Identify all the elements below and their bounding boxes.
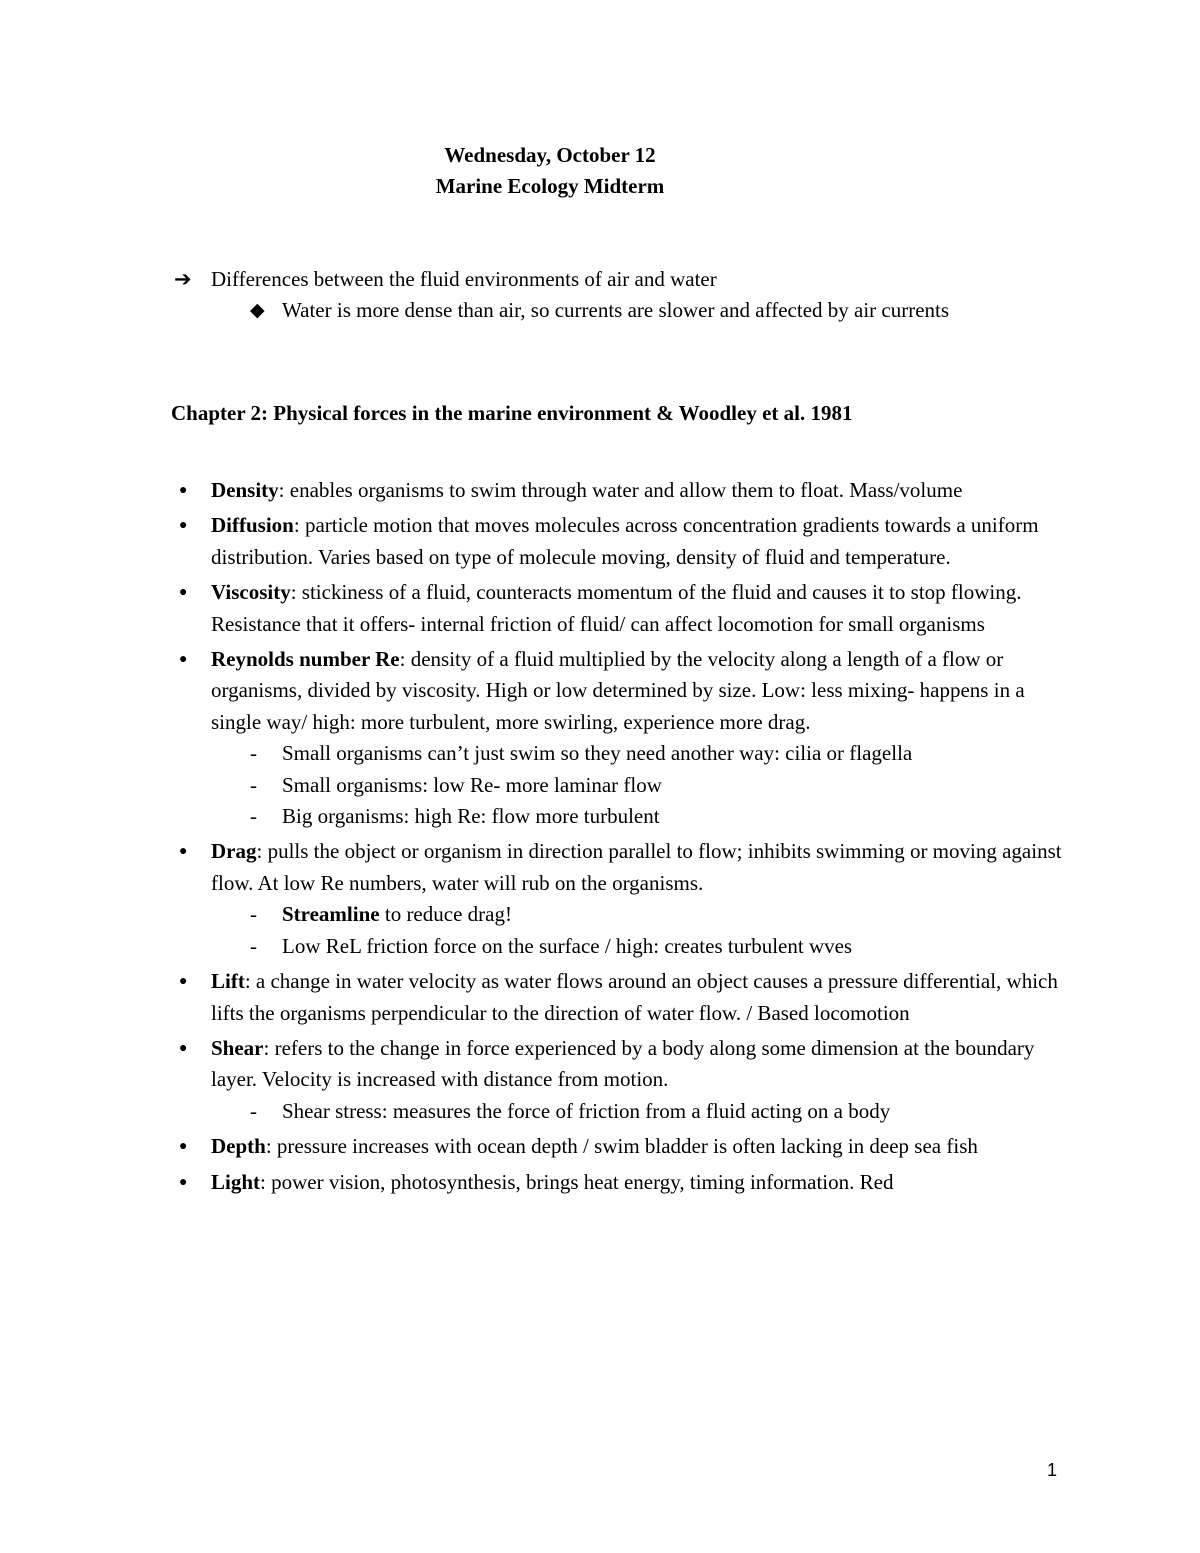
bullet-icon: ● [179,585,188,601]
sub-item-text: Small organisms can’t just swim so they need another way: cilia or flagella [282,741,913,766]
term-definition: : particle motion that moves molecules across concentration gradients towards a uniform distribution. Varies based on type of molecule moving, density of fluid and temperature. [211,513,1039,569]
list-item [171,836,1071,962]
term-definition: : power vision, photosynthesis, brings heat energy, timing information. Red [260,1169,894,1194]
header-title: Marine Ecology Midterm [435,174,665,198]
dash-icon: - [250,1098,257,1123]
list-item [171,1033,1071,1127]
bullet-icon: ● [179,1139,188,1155]
sub-item-text: Low ReL friction force on the surface / high: creates turbulent wves [282,933,853,958]
sub-term-label: Streamline [282,902,380,927]
term-definition: : a change in water velocity as water flows around an object causes a pressure differential, which lifts the organisms perpendicular to the direction of water flow. / Based locomotion [211,969,1058,1025]
term-definition: : pressure increases with ocean depth / swim bladder is often lacking in deep sea fish [265,1134,978,1159]
term-label: Light [211,1169,261,1194]
intro-subitem [174,295,949,326]
intro-item [174,264,949,295]
document-header [0,140,1100,202]
bullet-icon: ● [179,844,188,860]
term-definition: : refers to the change in force experienced by a body along some dimension at the boundary layer. Velocity is increased with distance from motion. [211,1035,1035,1092]
bullet-list [171,475,1071,1202]
list-item [171,510,1071,573]
dash-icon: - [250,933,257,958]
list-item [171,1167,1071,1198]
diamond-icon: ◆ [250,300,265,321]
dash-icon: - [250,902,257,927]
sub-list-item [171,899,1071,930]
bullet-icon: ● [179,483,188,498]
sub-list-item [171,1096,1071,1127]
term-definition: : stickiness of a fluid, counteracts momentum of the fluid and causes it to stop flowing. Resistance that it offers- internal friction of fluid/ can affect locomotion for small organisms [211,580,1022,636]
term-label: Reynolds number Re [211,647,400,672]
sub-item-text: to reduce drag! [379,902,512,927]
intro-text: Differences between the fluid environments of air and water [211,267,717,291]
sub-list-item [171,801,1071,832]
term-label: Viscosity [211,580,291,605]
term-label: Depth [211,1134,266,1159]
bullet-icon: ● [179,1174,188,1190]
term-label: Diffusion [211,513,294,538]
arrow-right-icon: ➔ [174,267,192,291]
list-item [171,577,1071,640]
term-label: Lift [211,969,245,994]
bullet-icon: ● [179,1040,188,1056]
bullet-icon: ● [179,974,188,990]
page-number: 1 [1047,1460,1058,1480]
sub-item-text: Small organisms: low Re- more laminar flow [282,772,662,797]
term-definition: : enables organisms to swim through water and allow them to float. Mass/volume [278,478,963,502]
dash-icon: - [250,772,257,797]
sub-list-item [171,738,1071,769]
sub-list-item [171,931,1071,962]
term-label: Drag [211,839,257,864]
term-label: Density [211,478,279,502]
sub-list-item [171,770,1071,801]
header-date: Wednesday, October 12 [444,143,656,167]
term-definition: : pulls the object or organism in direction parallel to flow; inhibits swimming or moving against flow. At low Re numbers, water will rub on the organisms. [211,839,1062,895]
intro-section [174,264,949,326]
dash-icon: - [250,741,257,766]
list-item [171,644,1071,832]
list-item [171,1131,1071,1162]
sub-item-text: Shear stress: measures the force of friction from a fluid acting on a body [282,1098,891,1123]
term-definition: : density of a fluid multiplied by the velocity along a length of a flow or organisms, divided by viscosity. High or low determined by size. Low: less mixing- happens in a single way/ high: more turbulent, more swirling, experience more drag. [211,647,1025,734]
bullet-icon: ● [179,652,188,668]
list-item [171,475,1071,506]
bullet-icon: ● [179,518,188,534]
dash-icon: - [250,804,257,829]
sub-item-text: Big organisms: high Re: flow more turbulent [282,804,660,829]
intro-subtext: Water is more dense than air, so currents are slower and affected by air currents [282,298,950,322]
list-item [171,966,1071,1029]
chapter-heading: Chapter 2: Physical forces in the marine environment & Woodley et al. 1981 [171,401,853,425]
term-label: Shear [211,1035,264,1060]
